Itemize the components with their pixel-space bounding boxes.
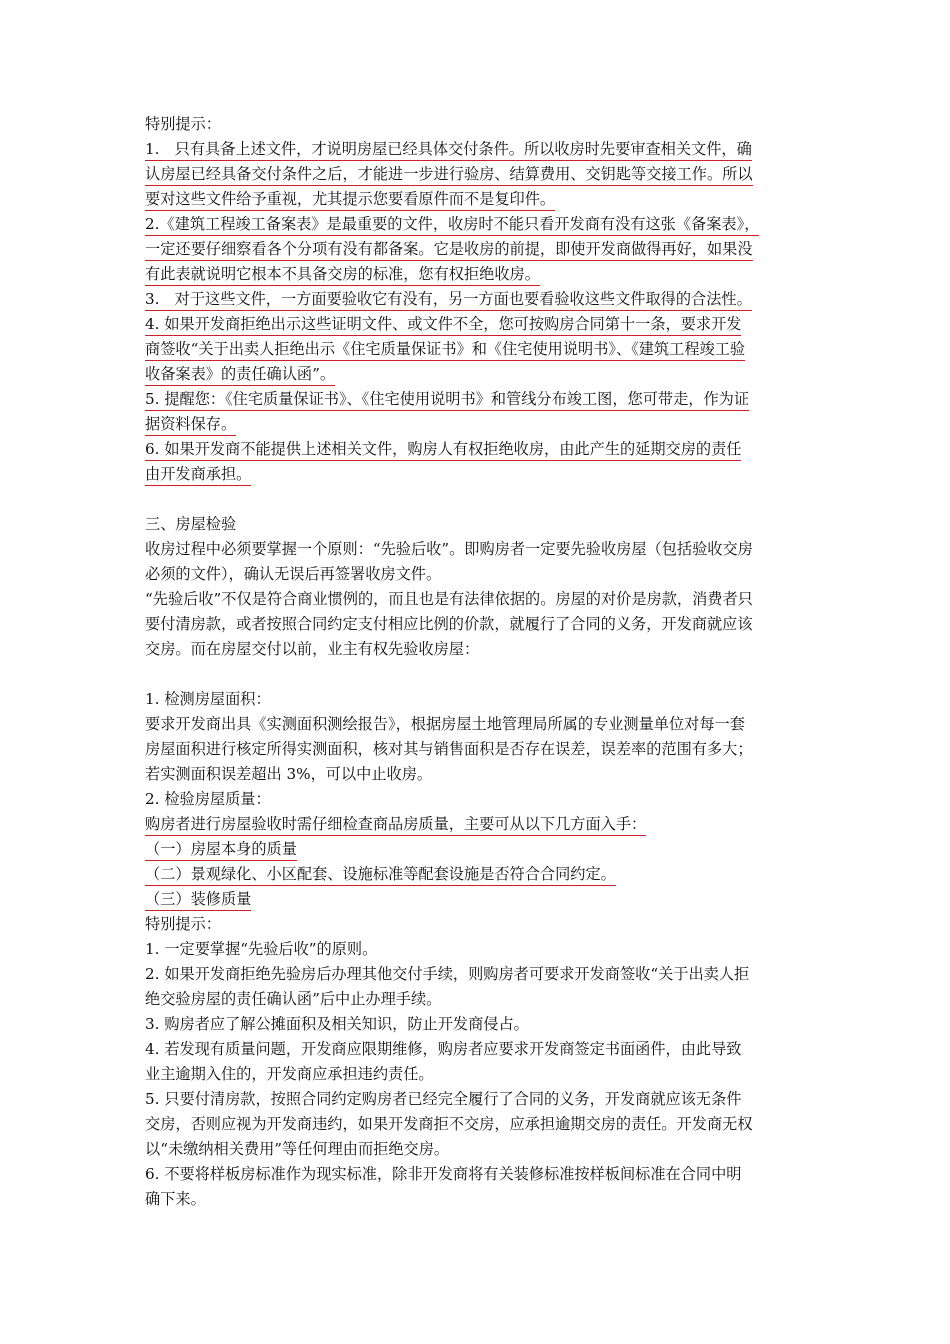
underlined-text: （三）装修质量 — [145, 889, 251, 911]
tip1-heading: 特别提示： — [145, 115, 221, 133]
underlined-text: 3. 对于这些文件，一方面要验收它有没有，另一方面也要看验收这些文件取得的合法性。 — [145, 289, 752, 311]
paragraph-line: 必须的文件），确认无误后再签署收房文件。 — [145, 565, 442, 583]
list-item: 2. 如果开发商拒绝先验房后办理其他交付手续，则购房者可要求开发商签收“关于出卖人拒 — [145, 965, 750, 983]
tip1-item-6-line-2 — [145, 462, 810, 487]
paragraph-line: 收房过程中必须要掌握一个原则：“先验后收”。即购房者一定要先验收房屋（包括验收交房 — [145, 540, 753, 558]
underlined-text: 由开发商承担。 — [145, 464, 251, 486]
tip1-item-2-line-3 — [145, 262, 810, 287]
tip1-item-1-line-2 — [145, 162, 810, 187]
tip1-item-5-line-1 — [145, 387, 810, 412]
quality-item — [145, 837, 810, 862]
underlined-text: 认房屋已经具备交付条件之后，才能进一步进行验房、结算费用、交钥匙等交接工作。所以 — [145, 164, 753, 186]
underlined-text: 4. 如果开发商拒绝出示这些证明文件、或文件不全，您可按购房合同第十一条，要求开发 — [145, 314, 741, 336]
list-item: 6. 不要将样板房标准作为现实标准，除非开发商将有关装修标准按样板间标准在合同中明 — [145, 1165, 742, 1183]
tip1-item-2-line-2 — [145, 237, 810, 262]
paragraph-line: “先验后收”不仅是符合商业惯例的，而且也是有法律依据的。房屋的对价是房款，消费者只 — [145, 590, 753, 608]
underlined-text: 要对这些文件给予重视，尤其提示您要看原件而不是复印件。 — [145, 189, 555, 211]
underlined-text: 购房者进行房屋验收时需仔细检查商品房质量，主要可从以下几方面入手： — [145, 814, 646, 836]
underlined-text: 5. 提醒您：《住宅质量保证书》、《住宅使用说明书》和管线分布竣工图，您可带走，作为证 — [145, 389, 749, 411]
underlined-text: 商签收“关于出卖人拒绝出示《住宅质量保证书》和《住宅使用说明书》、《建筑工程竣工验 — [145, 339, 745, 361]
underlined-text: 6. 如果开发商不能提供上述相关文件，购房人有权拒绝收房，由此产生的延期交房的责任 — [145, 439, 741, 461]
tip1-item-1-line-3 — [145, 187, 810, 212]
underlined-text: 有此表就说明它根本不具备交房的标准，您有权拒绝收房。 — [145, 264, 540, 286]
tip1-item-5-line-2 — [145, 412, 810, 437]
list-item: 1. 一定要掌握“先验后收”的原则。 — [145, 940, 378, 958]
document-page — [145, 112, 810, 1212]
list-item: 绝交验房屋的责任确认函”后中止办理手续。 — [145, 990, 442, 1008]
underlined-text: （二）景观绿化、小区配套、设施标准等配套设施是否符合合同约定。 — [145, 864, 616, 886]
underlined-text: 2.《建筑工程竣工备案表》是最重要的文件，收房时不能只看开发商有没有这张《备案表》， — [145, 214, 759, 236]
paragraph-line: 要求开发商出具《实测面积测绘报告》，根据房屋土地管理局所属的专业测量单位对每一套 — [145, 715, 745, 733]
list-item: 业主逾期入住的，开发商应承担违约责任。 — [145, 1065, 434, 1083]
quality-item — [145, 887, 810, 912]
tip1-item-3-line-1 — [145, 287, 810, 312]
list-item: 确下来。 — [145, 1190, 206, 1208]
subsection-title: 2. 检验房屋质量： — [145, 790, 271, 808]
quality-intro-line — [145, 812, 810, 837]
tip1-item-4-line-1 — [145, 312, 810, 337]
tip1-item-4-line-3 — [145, 362, 810, 387]
paragraph-line: 若实测面积误差超出 3%，可以中止收房。 — [145, 765, 433, 783]
spacer — [145, 487, 810, 512]
quality-item — [145, 862, 810, 887]
list-item: 以“未缴纳相关费用”等任何理由而拒绝交房。 — [145, 1140, 450, 1158]
list-item: 5. 只要付清房款，按照合同约定购房者已经完全履行了合同的义务，开发商就应该无条件 — [145, 1090, 742, 1108]
list-item: 3. 购房者应了解公摊面积及相关知识，防止开发商侵占。 — [145, 1015, 529, 1033]
underlined-text: （一）房屋本身的质量 — [145, 839, 297, 861]
section-title: 三、房屋检验 — [145, 515, 237, 533]
paragraph-line: 要付清房款，或者按照合同约定支付相应比例的价款，就履行了合同的义务，开发商就应该 — [145, 615, 753, 633]
paragraph-line: 房屋面积进行核定所得实测面积，核对其与销售面积是否存在误差，误差率的范围有多大； — [145, 740, 753, 758]
underlined-text: 收备案表》的责任确认函”。 — [145, 364, 335, 386]
paragraph-line: 交房。而在房屋交付以前，业主有权先验收房屋： — [145, 640, 480, 658]
underlined-text: 一定还要仔细察看各个分项有没有都备案。它是收房的前提，即使开发商做得再好，如果没 — [145, 239, 753, 261]
underlined-text: 1. 只有具备上述文件，才说明房屋已经具体交付条件。所以收房时先要审查相关文件，确 — [145, 139, 752, 161]
spacer — [145, 662, 810, 687]
tip1-item-6-line-1 — [145, 437, 810, 462]
tip1-item-2-line-1 — [145, 212, 810, 237]
underlined-text: 据资料保存。 — [145, 414, 236, 436]
list-item: 交房，否则应视为开发商违约，如果开发商拒不交房，应承担逾期交房的责任。开发商无权 — [145, 1115, 753, 1133]
list-item: 4. 若发现有质量问题，开发商应限期维修，购房者应要求开发商签定书面函件，由此导致 — [145, 1040, 742, 1058]
subsection-title: 1. 检测房屋面积： — [145, 690, 271, 708]
tip1-item-4-line-2 — [145, 337, 810, 362]
tip2-heading: 特别提示： — [145, 915, 221, 933]
tip1-item-1-line-1 — [145, 137, 810, 162]
